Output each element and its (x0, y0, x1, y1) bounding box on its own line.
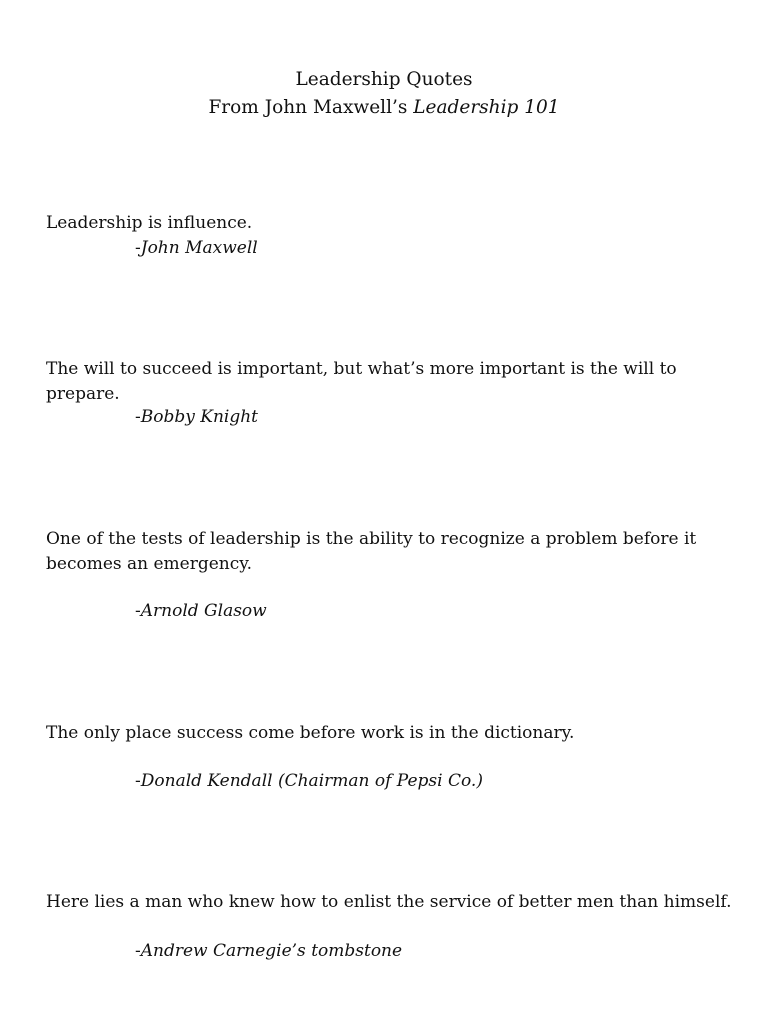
attribution-author: Andrew Carnegie’s tombstone (140, 941, 403, 961)
quote-attribution-2 (135, 405, 258, 430)
quote-text-5: Here lies a man who knew how to enlist the service of better men than himself. (46, 892, 732, 912)
attribution-author: Donald Kendall (Chairman of Pepsi Co.) (140, 771, 483, 791)
quote-text-1: Leadership is influence. (46, 213, 253, 233)
attribution-dash: - (135, 407, 141, 427)
book-title: Leadership 101 (413, 97, 560, 118)
attribution-dash: - (135, 941, 141, 961)
attribution-dash: - (135, 601, 141, 621)
quote-attribution-3 (135, 599, 267, 624)
quote-text-3: One of the tests of leadership is the ability to recognize a problem before it becomes an emergency. (46, 529, 697, 574)
quote-attribution-1 (135, 236, 258, 261)
quote-attribution-5 (135, 939, 402, 964)
quote-attribution-4 (135, 769, 483, 794)
attribution-dash: - (135, 771, 141, 791)
quote-text-2: The will to succeed is important, but what’s more important is the will to prepare. (46, 359, 677, 404)
attribution-author: Bobby Knight (140, 407, 258, 427)
title-subheading (0, 94, 768, 122)
quote-text-4: The only place success come before work is in the dictionary. (46, 723, 575, 743)
attribution-author: John Maxwell (140, 238, 258, 258)
attribution-author: Arnold Glasow (140, 601, 267, 621)
attribution-dash: - (135, 238, 141, 258)
title-heading: Leadership Quotes (295, 69, 473, 90)
title-subheading-prefix: From John Maxwell’s (208, 97, 414, 118)
document-title (0, 66, 768, 122)
